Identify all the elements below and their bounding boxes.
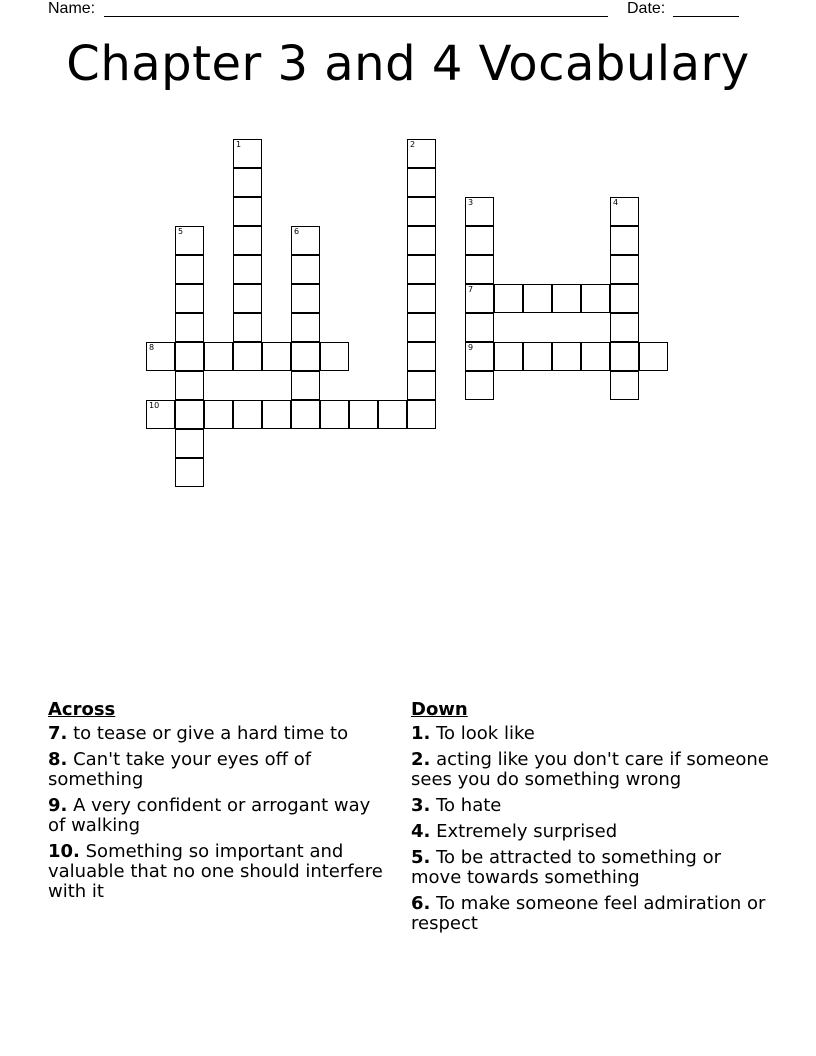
crossword-cell[interactable] <box>233 313 262 342</box>
name-label: Name: <box>48 0 96 17</box>
page-title: Chapter 3 and 4 Vocabulary <box>66 36 750 92</box>
clue-text: to tease or give a hard time to <box>73 723 349 744</box>
crossword-cell[interactable] <box>494 284 523 313</box>
crossword-cell[interactable] <box>610 226 639 255</box>
clue-number-label: 2 <box>410 140 416 149</box>
crossword-cell[interactable] <box>465 284 494 313</box>
clue-item <box>411 848 771 888</box>
crossword-cell[interactable] <box>610 255 639 284</box>
crossword-cell[interactable] <box>291 313 320 342</box>
crossword-cell[interactable] <box>233 342 262 371</box>
crossword-cell[interactable] <box>581 342 610 371</box>
clue-number-label: 1 <box>236 140 242 149</box>
clue-number: 4. <box>411 821 431 842</box>
crossword-cell[interactable] <box>552 342 581 371</box>
crossword-cell[interactable] <box>146 342 175 371</box>
crossword-cell[interactable] <box>407 342 436 371</box>
crossword-cell[interactable] <box>610 313 639 342</box>
clue-number-label: 4 <box>613 198 619 207</box>
crossword-cell[interactable] <box>407 139 436 168</box>
crossword-cell[interactable] <box>233 197 262 226</box>
clue-item <box>48 796 393 836</box>
crossword-cell[interactable] <box>291 342 320 371</box>
date-label: Date: <box>627 0 666 17</box>
crossword-cell[interactable] <box>407 197 436 226</box>
crossword-cell[interactable] <box>465 226 494 255</box>
crossword-cell[interactable] <box>523 284 552 313</box>
clue-number: 8. <box>48 749 68 770</box>
clue-text: Something so important and valuable that no one should interfere with it <box>48 841 383 902</box>
clue-number-label: 5 <box>178 227 184 236</box>
crossword-cell[interactable] <box>494 342 523 371</box>
crossword-cell[interactable] <box>175 255 204 284</box>
crossword-cell[interactable] <box>407 313 436 342</box>
crossword-cell[interactable] <box>175 226 204 255</box>
crossword-cell[interactable] <box>233 139 262 168</box>
crossword-cell[interactable] <box>233 284 262 313</box>
clue-number-label: 8 <box>149 343 155 352</box>
across-heading: Across <box>48 699 116 720</box>
clue-number-label: 7 <box>468 285 474 294</box>
crossword-cell[interactable] <box>639 342 668 371</box>
clue-text: To make someone feel admiration or respect <box>411 893 766 934</box>
crossword-cell[interactable] <box>523 342 552 371</box>
crossword-cell[interactable] <box>465 342 494 371</box>
clue-number: 6. <box>411 893 431 914</box>
crossword-cell[interactable] <box>204 400 233 429</box>
crossword-cell[interactable] <box>407 255 436 284</box>
crossword-cell[interactable] <box>378 400 407 429</box>
clue-number-label: 6 <box>294 227 300 236</box>
clue-text: To be attracted to something or move towards something <box>411 847 721 888</box>
clue-item <box>411 822 771 842</box>
clue-text: A very confident or arrogant way of walking <box>48 795 371 836</box>
clue-number: 7. <box>48 723 68 744</box>
crossword-cell[interactable] <box>407 371 436 400</box>
clue-item <box>411 796 771 816</box>
clue-number-label: 3 <box>468 198 474 207</box>
clue-text: acting like you don't care if someone sees you do something wrong <box>411 749 769 790</box>
crossword-cell[interactable] <box>233 226 262 255</box>
across-clues <box>48 700 393 908</box>
clue-number: 2. <box>411 749 431 770</box>
crossword-cell[interactable] <box>465 371 494 400</box>
crossword-cell[interactable] <box>465 197 494 226</box>
crossword-cell[interactable] <box>610 371 639 400</box>
crossword-cell[interactable] <box>291 400 320 429</box>
crossword-cell[interactable] <box>175 342 204 371</box>
crossword-cell[interactable] <box>291 226 320 255</box>
crossword-cell[interactable] <box>349 400 378 429</box>
crossword-cell[interactable] <box>610 197 639 226</box>
crossword-cell[interactable] <box>407 226 436 255</box>
clue-item <box>48 750 393 790</box>
crossword-cell[interactable] <box>407 284 436 313</box>
crossword-cell[interactable] <box>552 284 581 313</box>
clue-text: To look like <box>436 723 535 744</box>
clue-item <box>411 894 771 934</box>
crossword-cell[interactable] <box>233 400 262 429</box>
crossword-cell[interactable] <box>407 400 436 429</box>
crossword-cell[interactable] <box>610 284 639 313</box>
crossword-cell[interactable] <box>175 458 204 487</box>
clue-item <box>48 842 393 902</box>
clue-number: 3. <box>411 795 431 816</box>
crossword-cell[interactable] <box>407 168 436 197</box>
down-heading: Down <box>411 699 468 720</box>
clue-number: 1. <box>411 723 431 744</box>
crossword-cell[interactable] <box>175 284 204 313</box>
crossword-cell[interactable] <box>175 313 204 342</box>
crossword-cell[interactable] <box>320 400 349 429</box>
crossword-cell[interactable] <box>175 400 204 429</box>
clue-item <box>411 724 771 744</box>
clue-item <box>411 750 771 790</box>
clue-item <box>48 724 393 744</box>
clue-number: 5. <box>411 847 431 868</box>
crossword-cell[interactable] <box>465 313 494 342</box>
clue-text: Can't take your eyes off of something <box>48 749 312 790</box>
crossword-cell[interactable] <box>204 342 233 371</box>
clue-number-label: 9 <box>468 343 474 352</box>
crossword-cell[interactable] <box>233 168 262 197</box>
crossword-cell[interactable] <box>465 255 494 284</box>
crossword-cell[interactable] <box>146 400 175 429</box>
clue-text: Extremely surprised <box>436 821 618 842</box>
crossword-cell[interactable] <box>291 255 320 284</box>
crossword-cell[interactable] <box>262 400 291 429</box>
crossword-grid <box>0 0 816 520</box>
crossword-cell[interactable] <box>610 342 639 371</box>
crossword-cell[interactable] <box>262 342 291 371</box>
crossword-cell[interactable] <box>320 342 349 371</box>
clue-text: To hate <box>436 795 502 816</box>
crossword-cell[interactable] <box>581 284 610 313</box>
crossword-cell[interactable] <box>233 255 262 284</box>
clue-number: 10. <box>48 841 80 862</box>
crossword-cell[interactable] <box>175 429 204 458</box>
down-clues <box>411 700 771 940</box>
clue-number-label: 10 <box>149 401 160 410</box>
crossword-cell[interactable] <box>175 371 204 400</box>
crossword-cell[interactable] <box>291 284 320 313</box>
clue-number: 9. <box>48 795 68 816</box>
crossword-cell[interactable] <box>291 371 320 400</box>
